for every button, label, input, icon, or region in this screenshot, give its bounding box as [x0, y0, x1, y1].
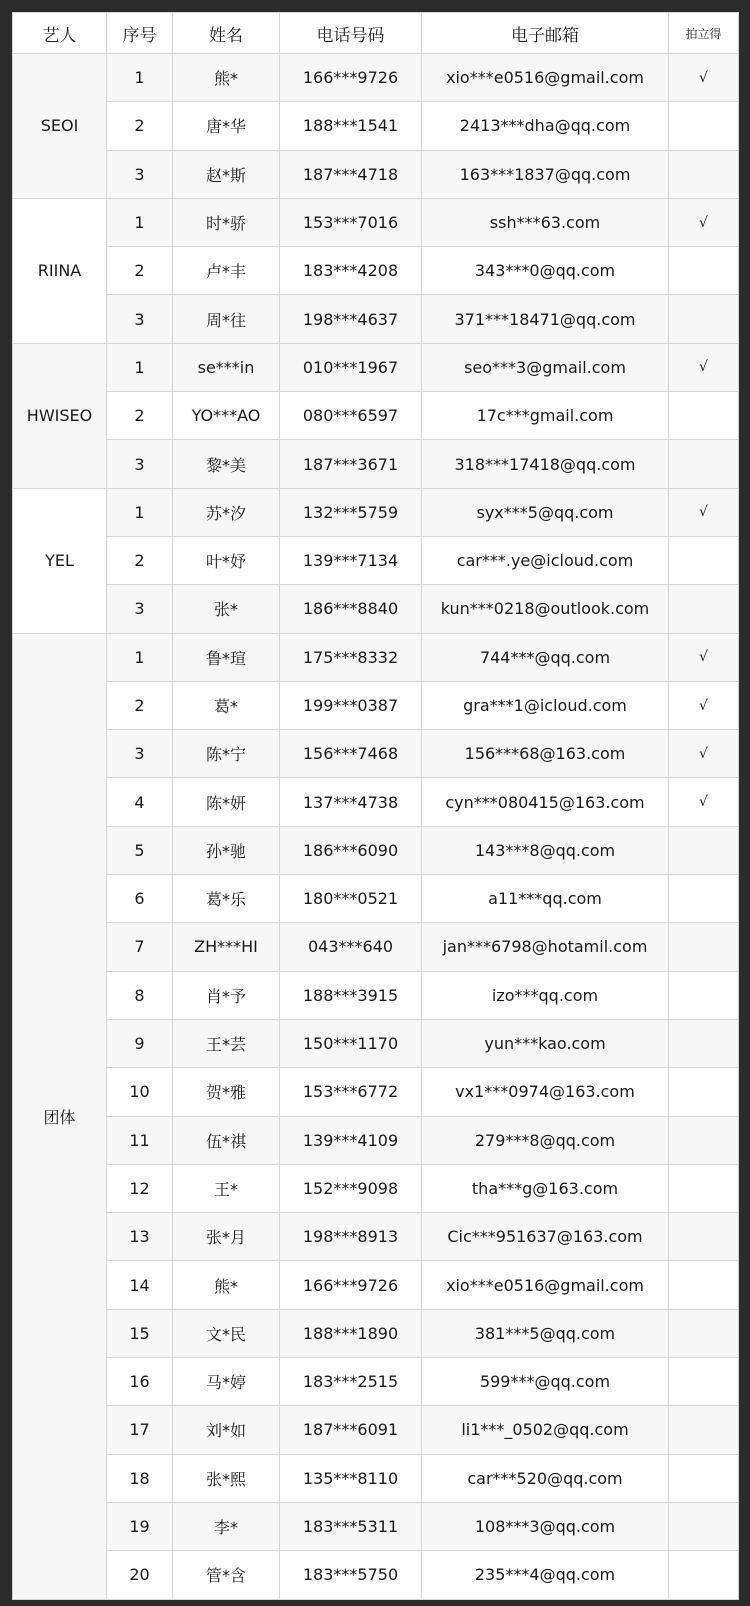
- email-cell: 279***8@qq.com: [422, 1116, 669, 1164]
- phone-cell: 188***3915: [280, 971, 422, 1019]
- polaroid-check-cell: [669, 1551, 739, 1599]
- name-cell: 刘*如: [173, 1406, 280, 1454]
- number-cell: 2: [107, 392, 173, 440]
- email-cell: 17c***gmail.com: [422, 392, 669, 440]
- name-cell: 王*芸: [173, 1019, 280, 1067]
- email-cell: izo***qq.com: [422, 971, 669, 1019]
- number-cell: 2: [107, 247, 173, 295]
- name-cell: 孙*驰: [173, 826, 280, 874]
- number-cell: 1: [107, 343, 173, 391]
- artist-group-cell: RIINA: [13, 198, 107, 343]
- polaroid-check-cell: [669, 1502, 739, 1550]
- number-cell: 20: [107, 1551, 173, 1599]
- phone-cell: 198***4637: [280, 295, 422, 343]
- number-cell: 2: [107, 102, 173, 150]
- number-cell: 5: [107, 826, 173, 874]
- phone-cell: 183***5311: [280, 1502, 422, 1550]
- name-cell: 肖*予: [173, 971, 280, 1019]
- polaroid-check-cell: [669, 875, 739, 923]
- email-cell: cyn***080415@163.com: [422, 778, 669, 826]
- name-cell: 王*: [173, 1164, 280, 1212]
- email-cell: 343***0@qq.com: [422, 247, 669, 295]
- polaroid-check-cell: [669, 1406, 739, 1454]
- table-row: [13, 1261, 739, 1309]
- polaroid-check-cell: [669, 102, 739, 150]
- email-cell: 318***17418@qq.com: [422, 440, 669, 488]
- table-row: [13, 778, 739, 826]
- polaroid-check-cell: [669, 1454, 739, 1502]
- polaroid-check-cell: [669, 1164, 739, 1212]
- table-row: [13, 1406, 739, 1454]
- table-row: [13, 633, 739, 681]
- number-cell: 1: [107, 488, 173, 536]
- name-cell: 贺*雅: [173, 1068, 280, 1116]
- number-cell: 1: [107, 198, 173, 246]
- number-cell: 3: [107, 150, 173, 198]
- artist-group-cell: YEL: [13, 488, 107, 633]
- name-cell: 管*含: [173, 1551, 280, 1599]
- phone-cell: 188***1890: [280, 1309, 422, 1357]
- phone-cell: 180***0521: [280, 875, 422, 923]
- phone-cell: 043***640: [280, 923, 422, 971]
- name-cell: YO***AO: [173, 392, 280, 440]
- name-cell: 周*往: [173, 295, 280, 343]
- name-cell: 叶*妤: [173, 536, 280, 584]
- table-row: [13, 585, 739, 633]
- phone-cell: 150***1170: [280, 1019, 422, 1067]
- phone-cell: 156***7468: [280, 730, 422, 778]
- table-row: [13, 1116, 739, 1164]
- number-cell: 1: [107, 633, 173, 681]
- email-cell: xio***e0516@gmail.com: [422, 1261, 669, 1309]
- email-cell: yun***kao.com: [422, 1019, 669, 1067]
- table-row: [13, 1454, 739, 1502]
- number-cell: 13: [107, 1213, 173, 1261]
- number-cell: 16: [107, 1358, 173, 1406]
- phone-cell: 183***4208: [280, 247, 422, 295]
- name-cell: 葛*乐: [173, 875, 280, 923]
- header-phone: 电话号码: [280, 13, 422, 54]
- number-cell: 11: [107, 1116, 173, 1164]
- email-cell: 381***5@qq.com: [422, 1309, 669, 1357]
- polaroid-check-cell: [669, 247, 739, 295]
- email-cell: ssh***63.com: [422, 198, 669, 246]
- number-cell: 4: [107, 778, 173, 826]
- name-cell: 熊*: [173, 1261, 280, 1309]
- email-cell: Cic***951637@163.com: [422, 1213, 669, 1261]
- number-cell: 12: [107, 1164, 173, 1212]
- polaroid-check-cell: [669, 295, 739, 343]
- email-cell: 156***68@163.com: [422, 730, 669, 778]
- polaroid-check-cell: [669, 1019, 739, 1067]
- number-cell: 18: [107, 1454, 173, 1502]
- name-cell: 文*民: [173, 1309, 280, 1357]
- phone-cell: 187***3671: [280, 440, 422, 488]
- table-row: [13, 198, 739, 246]
- table-row: [13, 102, 739, 150]
- phone-cell: 187***6091: [280, 1406, 422, 1454]
- table-row: [13, 150, 739, 198]
- table-row: [13, 1068, 739, 1116]
- table-row: [13, 392, 739, 440]
- table-row: [13, 295, 739, 343]
- name-cell: 马*婷: [173, 1358, 280, 1406]
- email-cell: car***.ye@icloud.com: [422, 536, 669, 584]
- name-cell: 卢*丰: [173, 247, 280, 295]
- number-cell: 6: [107, 875, 173, 923]
- number-cell: 8: [107, 971, 173, 1019]
- email-cell: 371***18471@qq.com: [422, 295, 669, 343]
- polaroid-check-cell: [669, 440, 739, 488]
- polaroid-check-cell: [669, 1309, 739, 1357]
- number-cell: 19: [107, 1502, 173, 1550]
- phone-cell: 183***2515: [280, 1358, 422, 1406]
- email-cell: 163***1837@qq.com: [422, 150, 669, 198]
- number-cell: 3: [107, 295, 173, 343]
- polaroid-check-cell: [669, 1068, 739, 1116]
- artist-group-cell: 团体: [13, 633, 107, 1599]
- phone-cell: 186***6090: [280, 826, 422, 874]
- number-cell: 2: [107, 536, 173, 584]
- table-row: [13, 1309, 739, 1357]
- name-cell: 熊*: [173, 54, 280, 102]
- table-row: [13, 54, 739, 102]
- header-artist: 艺人: [13, 13, 107, 54]
- table-row: [13, 1551, 739, 1599]
- phone-cell: 135***8110: [280, 1454, 422, 1502]
- table-row: [13, 536, 739, 584]
- number-cell: 3: [107, 585, 173, 633]
- number-cell: 3: [107, 440, 173, 488]
- name-cell: 黎*美: [173, 440, 280, 488]
- number-cell: 17: [107, 1406, 173, 1454]
- polaroid-check-cell: √: [669, 633, 739, 681]
- phone-cell: 183***5750: [280, 1551, 422, 1599]
- table-body: [13, 54, 739, 1600]
- polaroid-check-cell: [669, 392, 739, 440]
- table-row: [13, 1502, 739, 1550]
- table-row: [13, 681, 739, 729]
- phone-cell: 166***9726: [280, 54, 422, 102]
- email-cell: xio***e0516@gmail.com: [422, 54, 669, 102]
- email-cell: 143***8@qq.com: [422, 826, 669, 874]
- table-row: [13, 1164, 739, 1212]
- header-name: 姓名: [173, 13, 280, 54]
- table-row: [13, 440, 739, 488]
- email-cell: 599***@qq.com: [422, 1358, 669, 1406]
- phone-cell: 010***1967: [280, 343, 422, 391]
- email-cell: li1***_0502@qq.com: [422, 1406, 669, 1454]
- name-cell: 陈*宁: [173, 730, 280, 778]
- table-row: [13, 730, 739, 778]
- email-cell: syx***5@qq.com: [422, 488, 669, 536]
- table-row: [13, 247, 739, 295]
- email-cell: a11***qq.com: [422, 875, 669, 923]
- table-row: [13, 1019, 739, 1067]
- polaroid-check-cell: [669, 536, 739, 584]
- polaroid-check-cell: [669, 1116, 739, 1164]
- number-cell: 10: [107, 1068, 173, 1116]
- name-cell: ZH***HI: [173, 923, 280, 971]
- polaroid-check-cell: √: [669, 54, 739, 102]
- phone-cell: 188***1541: [280, 102, 422, 150]
- name-cell: 葛*: [173, 681, 280, 729]
- phone-cell: 132***5759: [280, 488, 422, 536]
- polaroid-check-cell: [669, 1213, 739, 1261]
- number-cell: 15: [107, 1309, 173, 1357]
- polaroid-check-cell: √: [669, 730, 739, 778]
- phone-cell: 175***8332: [280, 633, 422, 681]
- polaroid-check-cell: [669, 826, 739, 874]
- polaroid-check-cell: √: [669, 681, 739, 729]
- table-row: [13, 488, 739, 536]
- email-cell: vx1***0974@163.com: [422, 1068, 669, 1116]
- table-row: [13, 875, 739, 923]
- phone-cell: 139***7134: [280, 536, 422, 584]
- email-cell: gra***1@icloud.com: [422, 681, 669, 729]
- number-cell: 9: [107, 1019, 173, 1067]
- polaroid-check-cell: [669, 585, 739, 633]
- registration-sheet: [12, 12, 738, 1600]
- phone-cell: 153***6772: [280, 1068, 422, 1116]
- phone-cell: 186***8840: [280, 585, 422, 633]
- phone-cell: 198***8913: [280, 1213, 422, 1261]
- registration-table: [12, 12, 739, 1600]
- header-row: [13, 13, 739, 54]
- email-cell: 235***4@qq.com: [422, 1551, 669, 1599]
- name-cell: 赵*斯: [173, 150, 280, 198]
- polaroid-check-cell: [669, 150, 739, 198]
- phone-cell: 080***6597: [280, 392, 422, 440]
- name-cell: 时*骄: [173, 198, 280, 246]
- polaroid-check-cell: [669, 923, 739, 971]
- table-row: [13, 1213, 739, 1261]
- header-number: 序号: [107, 13, 173, 54]
- header-email: 电子邮箱: [422, 13, 669, 54]
- name-cell: 陈*妍: [173, 778, 280, 826]
- table-row: [13, 923, 739, 971]
- name-cell: 苏*汐: [173, 488, 280, 536]
- name-cell: 伍*祺: [173, 1116, 280, 1164]
- email-cell: 744***@qq.com: [422, 633, 669, 681]
- artist-group-cell: HWISEO: [13, 343, 107, 488]
- email-cell: kun***0218@outlook.com: [422, 585, 669, 633]
- phone-cell: 166***9726: [280, 1261, 422, 1309]
- polaroid-check-cell: √: [669, 343, 739, 391]
- phone-cell: 187***4718: [280, 150, 422, 198]
- table-row: [13, 971, 739, 1019]
- number-cell: 14: [107, 1261, 173, 1309]
- polaroid-check-cell: √: [669, 198, 739, 246]
- name-cell: 唐*华: [173, 102, 280, 150]
- number-cell: 1: [107, 54, 173, 102]
- polaroid-check-cell: √: [669, 488, 739, 536]
- phone-cell: 137***4738: [280, 778, 422, 826]
- table-row: [13, 826, 739, 874]
- name-cell: 张*熙: [173, 1454, 280, 1502]
- number-cell: 7: [107, 923, 173, 971]
- name-cell: 张*月: [173, 1213, 280, 1261]
- number-cell: 2: [107, 681, 173, 729]
- phone-cell: 152***9098: [280, 1164, 422, 1212]
- email-cell: tha***g@163.com: [422, 1164, 669, 1212]
- phone-cell: 153***7016: [280, 198, 422, 246]
- polaroid-check-cell: [669, 1358, 739, 1406]
- phone-cell: 139***4109: [280, 1116, 422, 1164]
- header-polaroid: 拍立得: [669, 13, 739, 54]
- table-row: [13, 1358, 739, 1406]
- table-row: [13, 343, 739, 391]
- email-cell: 108***3@qq.com: [422, 1502, 669, 1550]
- phone-cell: 199***0387: [280, 681, 422, 729]
- name-cell: 张*: [173, 585, 280, 633]
- email-cell: car***520@qq.com: [422, 1454, 669, 1502]
- name-cell: se***in: [173, 343, 280, 391]
- email-cell: 2413***dha@qq.com: [422, 102, 669, 150]
- name-cell: 鲁*瑄: [173, 633, 280, 681]
- polaroid-check-cell: [669, 971, 739, 1019]
- name-cell: 李*: [173, 1502, 280, 1550]
- polaroid-check-cell: [669, 1261, 739, 1309]
- email-cell: jan***6798@hotamil.com: [422, 923, 669, 971]
- polaroid-check-cell: √: [669, 778, 739, 826]
- email-cell: seo***3@gmail.com: [422, 343, 669, 391]
- artist-group-cell: SEOI: [13, 54, 107, 199]
- number-cell: 3: [107, 730, 173, 778]
